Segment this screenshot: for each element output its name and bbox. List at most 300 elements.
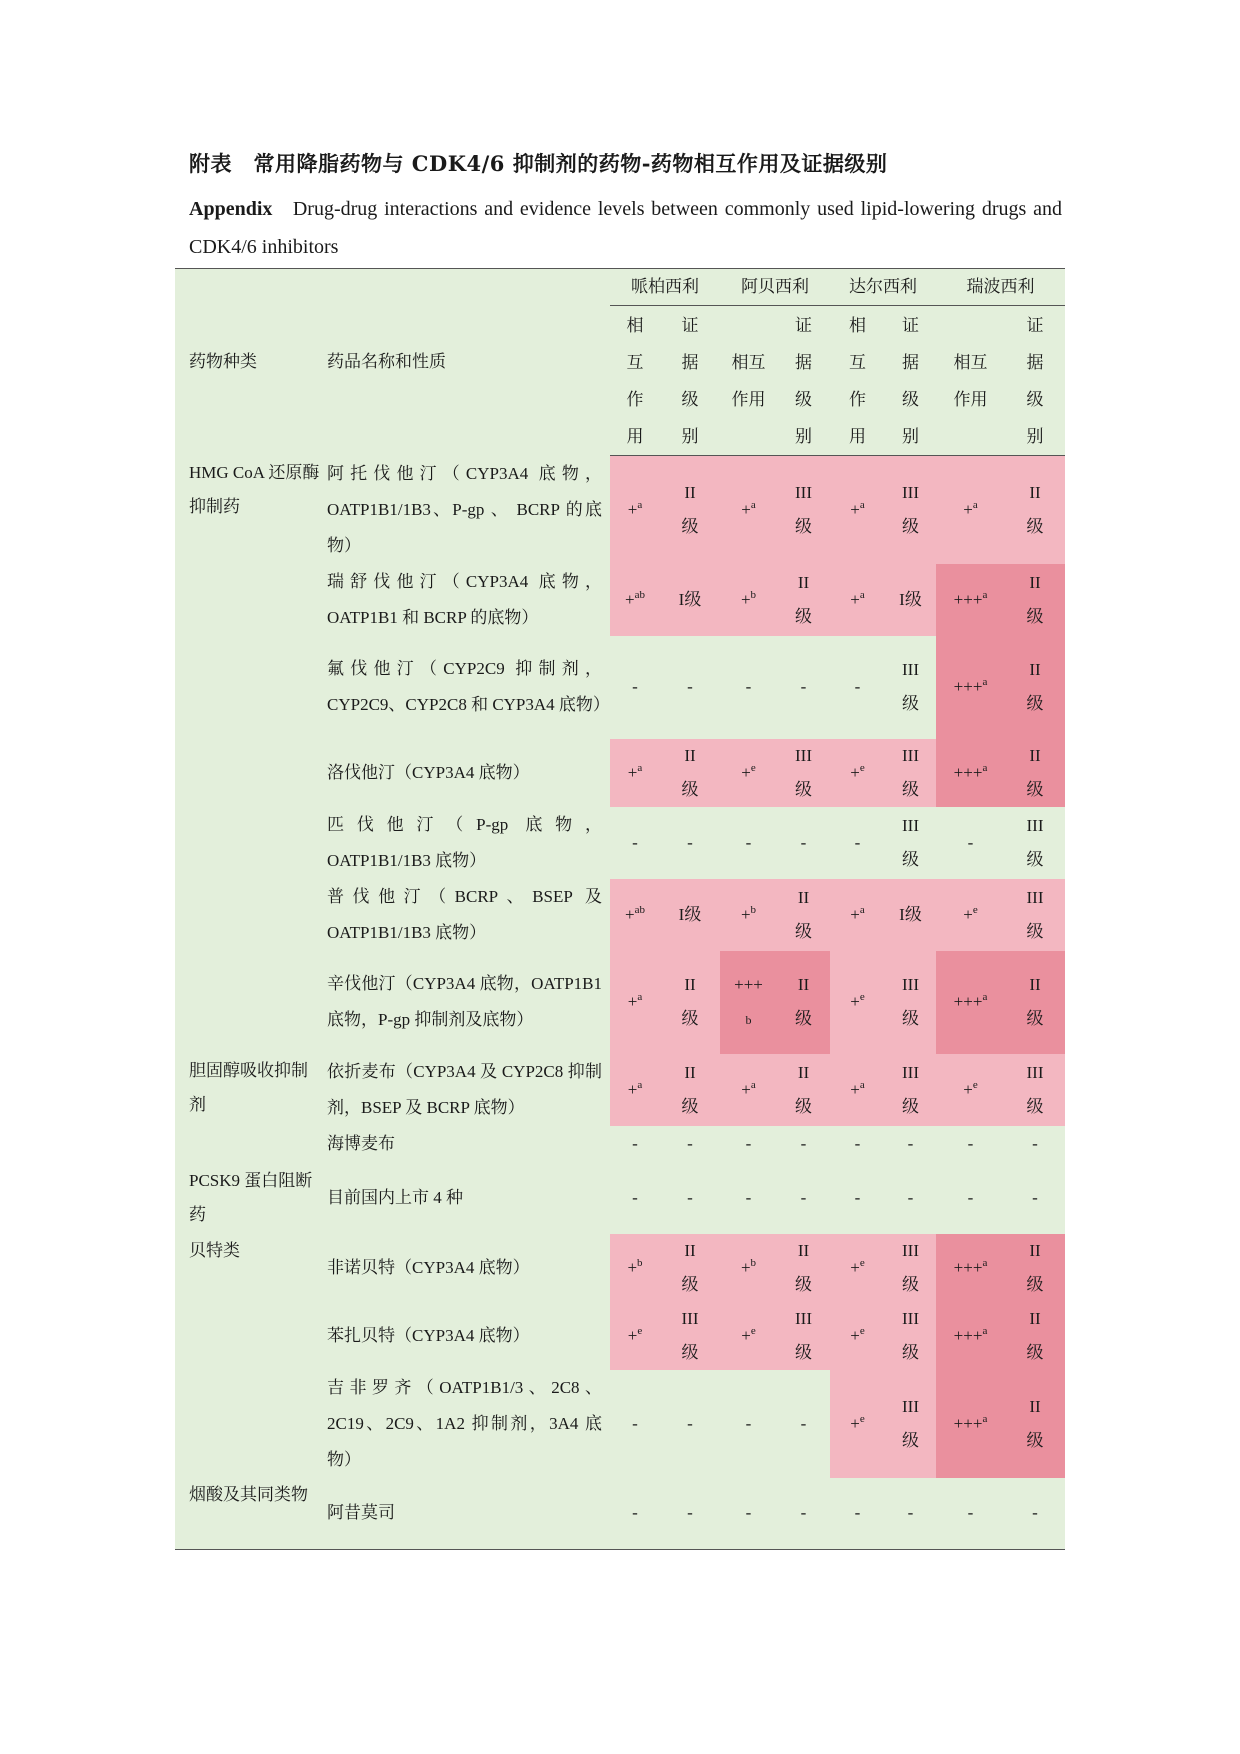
evidence-value: -: [800, 832, 807, 852]
header-interaction: 相互作用: [849, 315, 866, 446]
footnote-marker: b: [750, 1256, 757, 1269]
interaction-value: -: [967, 1503, 974, 1523]
evidence-value: II 级: [795, 572, 812, 626]
drug-name-cell: 匹伐他汀（P-gp 底物，OATP1B1/1B3 底物）: [320, 807, 610, 879]
evidence-value: -: [907, 1187, 914, 1207]
interaction-value: +++: [953, 1257, 983, 1277]
evidence-cell: [660, 1234, 720, 1302]
header-ribociclib: 瑞波西利: [936, 269, 1065, 306]
interaction-cell: [610, 807, 660, 879]
interaction-cell: [610, 564, 660, 636]
footnote-marker: a: [637, 1078, 643, 1091]
drug-name-cell: 非诺贝特（CYP3A4 底物）: [320, 1234, 610, 1302]
evidence-cell: [660, 807, 720, 879]
evidence-value: III 级: [795, 482, 812, 536]
evidence-value: III 级: [795, 745, 812, 799]
interaction-value: +: [850, 1325, 860, 1345]
interaction-value: -: [632, 1413, 638, 1433]
header-palbociclib: 哌柏西利: [610, 269, 720, 306]
interaction-cell: [936, 739, 1005, 807]
footnote-marker: e: [750, 1324, 756, 1337]
header-drug-class: 药物种类: [175, 269, 320, 456]
table-row: [175, 1302, 1065, 1370]
interaction-value: +++ b: [734, 974, 763, 1027]
interaction-cell: [830, 739, 885, 807]
evidence-value: -: [1032, 1133, 1038, 1153]
interaction-value: -: [745, 832, 752, 852]
interaction-value: +++: [953, 1413, 983, 1433]
drug-name-cell: 辛伐他汀（CYP3A4 底物，OATP1B1 底物，P-gp 抑制剂及底物）: [320, 951, 610, 1054]
table-row: [175, 807, 1065, 879]
evidence-cell: [885, 807, 936, 879]
header-interaction: 相互作用: [953, 352, 988, 409]
header-evidence: 证据级别: [902, 315, 919, 446]
evidence-value: II 级: [1026, 975, 1044, 1028]
interaction-cell: [936, 636, 1005, 739]
evidence-value: III 级: [795, 1308, 812, 1362]
interaction-value: +: [627, 1257, 638, 1277]
evidence-value: II 级: [795, 975, 812, 1028]
interaction-cell: [936, 456, 1005, 564]
appendix-label: Appendix: [189, 198, 273, 220]
interaction-value: -: [854, 832, 861, 852]
evidence-value: II 级: [1026, 572, 1044, 626]
interaction-cell: [720, 1370, 777, 1478]
evidence-value: -: [687, 1187, 693, 1207]
interaction-value: +++: [953, 677, 983, 696]
interaction-cell: [830, 1370, 885, 1478]
evidence-cell: [777, 1162, 830, 1234]
evidence-cell: [777, 951, 830, 1054]
evidence-cell: [1005, 456, 1065, 564]
interaction-value: -: [854, 1133, 861, 1153]
interaction-value: -: [632, 677, 638, 696]
interaction-value: +: [741, 499, 751, 519]
evidence-cell: [885, 1126, 936, 1162]
footnote-marker: e: [859, 1324, 865, 1337]
interaction-cell: [830, 1162, 885, 1234]
table-row: [175, 739, 1065, 807]
evidence-value: -: [1032, 1503, 1038, 1523]
evidence-cell: [660, 1054, 720, 1126]
drug-class-cell: [175, 807, 320, 879]
interaction-value: +: [850, 1257, 860, 1277]
footnote-marker: e: [859, 761, 865, 774]
interaction-value: +: [627, 499, 638, 519]
evidence-value: III 级: [1026, 887, 1044, 941]
evidence-value: -: [1032, 1187, 1038, 1207]
evidence-cell: [1005, 636, 1065, 739]
evidence-cell: [777, 807, 830, 879]
footnote-marker: a: [982, 761, 988, 774]
interaction-value: +: [741, 1079, 751, 1099]
footnote-marker: b: [750, 903, 757, 916]
evidence-cell: [1005, 1302, 1065, 1370]
interaction-value: -: [632, 832, 638, 852]
drug-name-cell: 海博麦布: [320, 1126, 610, 1162]
footnote-marker: a: [859, 498, 865, 511]
evidence-value: I级: [899, 904, 922, 924]
interaction-cell: [610, 1478, 660, 1550]
evidence-cell: [777, 564, 830, 636]
footnote-marker: a: [637, 991, 643, 1003]
evidence-value: II 级: [1026, 482, 1044, 536]
interaction-value: +: [627, 992, 638, 1011]
evidence-cell: [885, 879, 936, 951]
interaction-value: +: [850, 589, 860, 609]
interaction-value: +: [850, 992, 860, 1011]
evidence-cell: [777, 1370, 830, 1478]
interaction-cell: [610, 1370, 660, 1478]
evidence-value: III 级: [902, 660, 919, 713]
interaction-cell: [830, 564, 885, 636]
interaction-cell: [720, 951, 777, 1054]
interaction-value: -: [745, 1503, 752, 1523]
interaction-cell: [720, 879, 777, 951]
interaction-cell: [936, 879, 1005, 951]
evidence-cell: [777, 456, 830, 564]
interaction-value: -: [854, 1187, 861, 1207]
drug-class-cell: 贝特类: [175, 1234, 320, 1302]
interaction-cell: [610, 739, 660, 807]
interaction-value: +: [627, 762, 638, 782]
evidence-cell: [660, 1162, 720, 1234]
interaction-cell: [936, 951, 1005, 1054]
evidence-cell: [660, 951, 720, 1054]
footnote-marker: a: [859, 903, 865, 916]
footnote-marker: a: [859, 1078, 865, 1091]
footnote-marker: a: [637, 761, 643, 774]
interaction-cell: [936, 1302, 1005, 1370]
table-row: [175, 951, 1065, 1054]
drug-class-cell: [175, 1370, 320, 1478]
table-title-en: [189, 190, 1062, 266]
interaction-value: +++: [953, 992, 983, 1011]
drug-name-cell: 瑞舒伐他汀（CYP3A4 底物，OATP1B1 和 BCRP 的底物）: [320, 564, 610, 636]
evidence-value: III 级: [902, 815, 919, 869]
evidence-value: -: [687, 677, 693, 696]
footnote-marker: a: [982, 1412, 988, 1425]
table-row: [175, 1054, 1065, 1126]
interaction-value: -: [745, 1133, 752, 1153]
table-row: [175, 456, 1065, 564]
interaction-value: -: [967, 832, 974, 852]
drug-name-cell: 阿昔莫司: [320, 1478, 610, 1550]
footnote-marker: a: [982, 588, 988, 601]
interaction-cell: [720, 1162, 777, 1234]
evidence-cell: [777, 1302, 830, 1370]
interaction-value: +: [963, 499, 973, 519]
evidence-value: III 级: [902, 1396, 919, 1450]
evidence-value: I级: [899, 589, 922, 609]
evidence-cell: [1005, 1054, 1065, 1126]
drug-class-cell: [175, 636, 320, 739]
interaction-cell: [720, 1054, 777, 1126]
evidence-value: III 级: [902, 482, 919, 536]
interaction-cell: [936, 1478, 1005, 1550]
evidence-cell: [777, 1234, 830, 1302]
interaction-cell: [830, 807, 885, 879]
footnote-marker: e: [972, 1078, 978, 1091]
evidence-cell: [1005, 739, 1065, 807]
interaction-value: +: [850, 1413, 860, 1433]
drug-name-cell: 普伐他汀（BCRP、BSEP 及 OATP1B1/1B3 底物）: [320, 879, 610, 951]
interaction-value: -: [967, 1187, 974, 1207]
footnote-marker: e: [972, 903, 978, 916]
evidence-value: II 级: [681, 1240, 699, 1294]
evidence-value: II 级: [1026, 1308, 1044, 1362]
evidence-cell: [885, 456, 936, 564]
table-row: [175, 636, 1065, 739]
interaction-table: [175, 268, 1065, 1550]
interaction-cell: [936, 1162, 1005, 1234]
header-evidence: 证据级别: [795, 315, 812, 446]
evidence-cell: [885, 1302, 936, 1370]
footnote-marker: a: [637, 498, 643, 511]
interaction-value: +: [741, 762, 751, 782]
footnote-marker: e: [859, 1256, 865, 1269]
drug-name-cell: 氟伐他汀（CYP2C9 抑制剂，CYP2C9、CYP2C8 和 CYP3A4 底物）: [320, 636, 610, 739]
interaction-value: -: [967, 1133, 974, 1153]
drug-name-cell: 阿托伐他汀（CYP3A4 底物，OATP1B1/1B3、P-gp 、 BCRP 的底物）: [320, 456, 610, 564]
table-title-cn: 附表 常用降脂药物与 CDK4/6 抑制剂的药物-药物相互作用及证据级别: [189, 151, 888, 176]
evidence-cell: [660, 739, 720, 807]
evidence-value: -: [800, 1133, 807, 1153]
evidence-value: -: [907, 1133, 914, 1153]
evidence-cell: [1005, 807, 1065, 879]
interaction-cell: [720, 1302, 777, 1370]
interaction-cell: [830, 1054, 885, 1126]
evidence-cell: [1005, 951, 1065, 1054]
table-row: [175, 1234, 1065, 1302]
interaction-cell: [610, 456, 660, 564]
interaction-cell: [830, 1302, 885, 1370]
table-row: [175, 1126, 1065, 1162]
evidence-cell: [1005, 1478, 1065, 1550]
evidence-cell: [885, 739, 936, 807]
table-row: [175, 1370, 1065, 1478]
evidence-value: -: [687, 832, 693, 852]
interaction-cell: [936, 1370, 1005, 1478]
interaction-value: -: [632, 1187, 638, 1207]
interaction-cell: [720, 1234, 777, 1302]
evidence-value: II 级: [1026, 745, 1044, 799]
interaction-value: +++: [953, 1325, 983, 1345]
interaction-cell: [936, 807, 1005, 879]
interaction-cell: [720, 1126, 777, 1162]
interaction-value: +: [963, 1079, 973, 1099]
evidence-cell: [660, 564, 720, 636]
interaction-cell: [830, 1126, 885, 1162]
interaction-value: -: [745, 1413, 752, 1433]
interaction-cell: [720, 739, 777, 807]
drug-class-cell: 胆固醇吸收抑制剂: [175, 1054, 320, 1126]
evidence-value: -: [800, 1187, 807, 1207]
header-interaction: 相互作用: [626, 315, 644, 446]
evidence-value: -: [907, 1503, 914, 1523]
interaction-value: +: [963, 904, 973, 924]
evidence-value: II 级: [681, 482, 699, 536]
interaction-cell: [720, 1478, 777, 1550]
evidence-value: I级: [678, 589, 702, 609]
interaction-value: +: [625, 589, 635, 609]
evidence-cell: [660, 636, 720, 739]
interaction-value: +: [741, 1325, 751, 1345]
evidence-value: III 级: [681, 1308, 699, 1362]
appendix-caption: Drug-drug interactions and evidence levels between commonly used lipid-lowering drugs and CDK4/6 inhibitors: [189, 198, 1063, 258]
evidence-cell: [1005, 1126, 1065, 1162]
header-evidence: 证据级别: [1026, 315, 1044, 446]
interaction-cell: [830, 636, 885, 739]
evidence-cell: [1005, 1370, 1065, 1478]
interaction-value: -: [745, 677, 752, 696]
interaction-cell: [610, 636, 660, 739]
evidence-value: II 级: [795, 1062, 812, 1116]
interaction-cell: [936, 1234, 1005, 1302]
evidence-cell: [885, 1370, 936, 1478]
evidence-value: I级: [678, 904, 702, 924]
drug-class-cell: [175, 1126, 320, 1162]
interaction-value: -: [854, 1503, 861, 1523]
drug-name-cell: 依折麦布（CYP3A4 及 CYP2C8 抑制剂，BSEP 及 BCRP 底物）: [320, 1054, 610, 1126]
drug-class-cell: [175, 739, 320, 807]
evidence-cell: [885, 1478, 936, 1550]
table-row: [175, 879, 1065, 951]
evidence-cell: [660, 1478, 720, 1550]
interaction-cell: [936, 564, 1005, 636]
drug-class-cell: [175, 879, 320, 951]
footnote-marker: b: [637, 1256, 643, 1269]
header-interaction: 相互作用: [731, 352, 766, 409]
evidence-value: II 级: [795, 1240, 812, 1294]
evidence-value: II 级: [795, 887, 812, 941]
footnote-marker: e: [859, 991, 865, 1003]
interaction-cell: [720, 807, 777, 879]
interaction-value: +: [740, 904, 751, 924]
drug-name-cell: 目前国内上市 4 种: [320, 1162, 610, 1234]
interaction-value: -: [854, 677, 861, 696]
evidence-cell: [1005, 1234, 1065, 1302]
evidence-cell: [660, 1126, 720, 1162]
interaction-value: +: [850, 1079, 860, 1099]
evidence-cell: [885, 1054, 936, 1126]
interaction-value: +: [850, 762, 860, 782]
interaction-value: +: [850, 904, 860, 924]
interaction-value: +: [740, 1257, 751, 1277]
footnote-marker: a: [982, 1324, 988, 1337]
interaction-cell: [720, 636, 777, 739]
evidence-cell: [777, 1126, 830, 1162]
header-abemaciclib: 阿贝西利: [720, 269, 830, 306]
evidence-value: III 级: [1026, 815, 1044, 869]
evidence-cell: [777, 636, 830, 739]
evidence-cell: [885, 951, 936, 1054]
interaction-cell: [610, 879, 660, 951]
interaction-value: +: [627, 1079, 638, 1099]
footnote-marker: e: [637, 1324, 643, 1337]
evidence-value: III 级: [902, 1308, 919, 1362]
footnote-marker: a: [750, 498, 756, 511]
evidence-value: II 级: [681, 975, 699, 1028]
table-row: [175, 1478, 1065, 1550]
drug-class-cell: [175, 564, 320, 636]
evidence-cell: [660, 456, 720, 564]
interaction-cell: [830, 456, 885, 564]
evidence-value: II 级: [681, 745, 699, 799]
interaction-value: -: [632, 1133, 638, 1153]
evidence-cell: [885, 564, 936, 636]
drug-name-cell: 苯扎贝特（CYP3A4 底物）: [320, 1302, 610, 1370]
evidence-value: -: [687, 1503, 693, 1523]
interaction-cell: [610, 1054, 660, 1126]
interaction-cell: [830, 1478, 885, 1550]
footnote-marker: a: [859, 588, 865, 601]
footnote-marker: a: [982, 1256, 988, 1269]
footnote-marker: a: [982, 991, 988, 1003]
interaction-cell: [720, 564, 777, 636]
interaction-cell: [720, 456, 777, 564]
drug-name-cell: 吉非罗齐（OATP1B1/3、2C8、2C19、2C9、1A2 抑制剂，3A4 底物）: [320, 1370, 610, 1478]
evidence-cell: [885, 1234, 936, 1302]
interaction-cell: [610, 1162, 660, 1234]
interaction-value: +: [850, 499, 860, 519]
evidence-cell: [777, 879, 830, 951]
footnote-marker: e: [859, 1412, 865, 1425]
evidence-cell: [660, 879, 720, 951]
footnote-marker: ab: [634, 903, 645, 916]
interaction-cell: [936, 1126, 1005, 1162]
evidence-cell: [1005, 879, 1065, 951]
interaction-cell: [610, 1234, 660, 1302]
evidence-value: -: [687, 1133, 693, 1153]
evidence-value: -: [687, 1413, 693, 1433]
evidence-value: II 级: [1026, 1240, 1044, 1294]
drug-class-cell: HMG CoA 还原酶抑制药: [175, 456, 320, 564]
footnote-marker: a: [982, 676, 988, 688]
interaction-cell: [936, 1054, 1005, 1126]
interaction-value: -: [632, 1503, 638, 1523]
evidence-value: III 级: [902, 975, 919, 1028]
table-row: [175, 1162, 1065, 1234]
evidence-value: -: [800, 1503, 807, 1523]
evidence-value: -: [800, 1413, 807, 1433]
evidence-cell: [777, 739, 830, 807]
evidence-value: III 级: [1026, 1062, 1044, 1116]
header-evidence: 证据级别: [681, 315, 699, 446]
evidence-cell: [885, 636, 936, 739]
footnote-marker: e: [750, 761, 756, 774]
footnote-marker: a: [972, 498, 978, 511]
interaction-cell: [610, 1302, 660, 1370]
evidence-cell: [660, 1302, 720, 1370]
drug-class-cell: [175, 951, 320, 1054]
evidence-value: -: [800, 677, 807, 696]
header-drug-name: 药品名称和性质: [320, 269, 610, 456]
interaction-value: +: [740, 589, 751, 609]
evidence-value: III 级: [902, 745, 919, 799]
interaction-cell: [830, 1234, 885, 1302]
header-dalpiciclib: 达尔西利: [830, 269, 936, 306]
interaction-cell: [610, 951, 660, 1054]
drug-class-cell: PCSK9 蛋白阻断药: [175, 1162, 320, 1234]
evidence-value: II 级: [681, 1062, 699, 1116]
table-row: [175, 564, 1065, 636]
evidence-cell: [660, 1370, 720, 1478]
evidence-value: III 级: [902, 1062, 919, 1116]
footnote-marker: b: [750, 588, 757, 601]
evidence-value: III 级: [902, 1240, 919, 1294]
interaction-cell: [830, 951, 885, 1054]
